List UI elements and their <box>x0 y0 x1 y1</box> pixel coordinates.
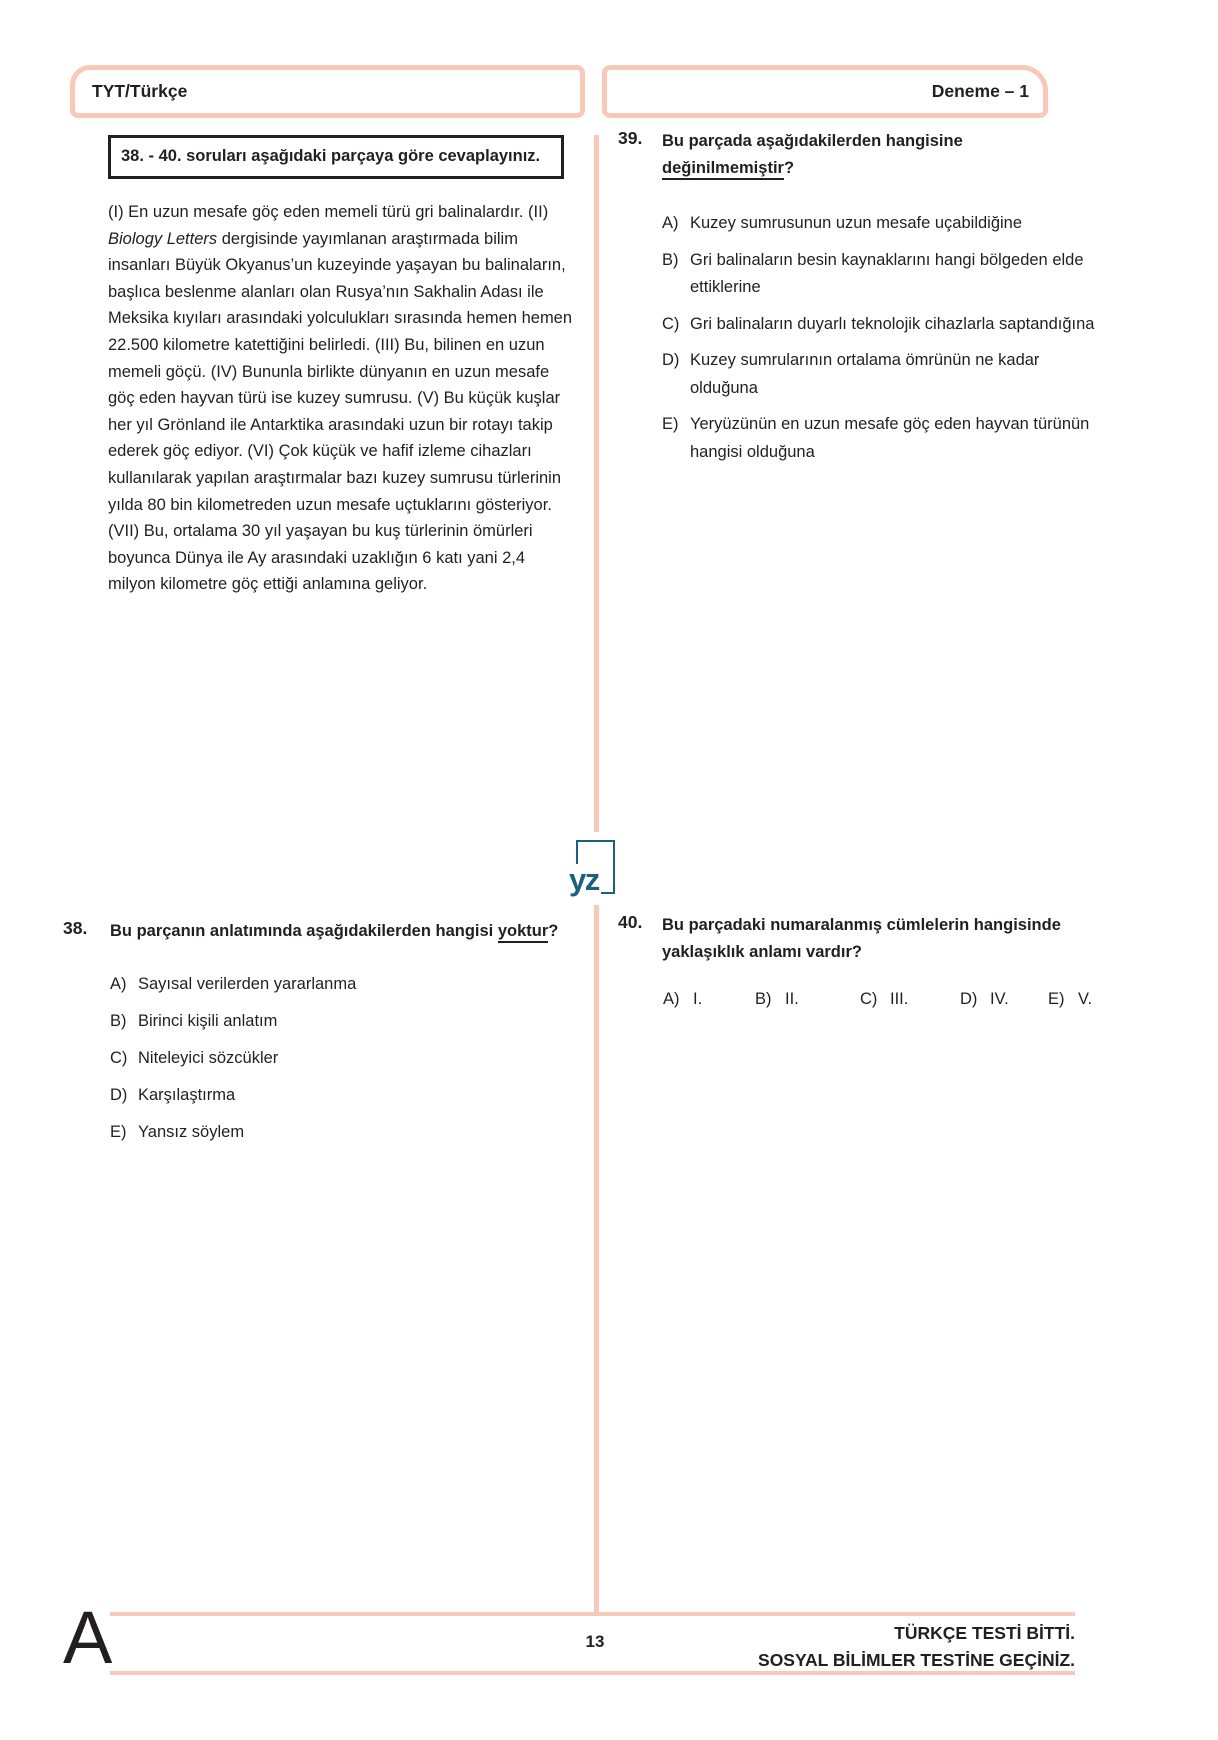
option-row <box>755 986 799 1012</box>
column-divider-bottom <box>594 905 599 1612</box>
header-left-box <box>70 65 585 118</box>
stem-underlined-word: değinilmemiştir <box>662 159 784 180</box>
question-40-stem: Bu parçadaki numaralanmış cümlelerin hangisinde yaklaşıklık anlamı vardır? <box>662 916 1061 961</box>
option-text: Birinci kişili anlatım <box>138 1012 278 1030</box>
option-text: II. <box>785 990 799 1008</box>
column-divider-top <box>594 135 599 832</box>
question-40 <box>618 912 1178 966</box>
option-letter: E) <box>1048 990 1065 1008</box>
question-39-body <box>662 128 1095 475</box>
passage-text-part1: (I) En uzun mesafe göç eden memeli türü gri balinalardır. (II) <box>108 203 549 221</box>
question-38-body <box>110 918 570 1156</box>
question-38-stem <box>110 918 570 945</box>
option-letter: B) <box>110 1012 127 1030</box>
question-40-body <box>662 912 1122 966</box>
end-of-test-note <box>600 1620 1075 1674</box>
question-39-stem <box>662 128 1082 182</box>
end-of-test-line1: TÜRKÇE TESTİ BİTTİ. <box>894 1623 1075 1643</box>
passage-italic-title: Biology Letters <box>108 229 218 248</box>
stem-question-mark: ? <box>783 159 795 177</box>
option-text: IV. <box>990 990 1009 1008</box>
stem-underlined-word: yoktur <box>498 922 548 943</box>
question-39-number: 39. <box>618 128 643 148</box>
option-letter: C) <box>662 314 680 333</box>
option-text: III. <box>890 990 909 1008</box>
option-text: Kuzey sumrularının ortalama ömrünün ne kadar olduğuna <box>690 351 1040 397</box>
booklet-letter: A <box>63 1596 113 1679</box>
option-row <box>662 347 1095 402</box>
instruction-box <box>108 135 564 179</box>
option-row <box>662 210 1095 238</box>
option-row <box>960 986 1009 1012</box>
question-40-options <box>618 986 1158 1008</box>
option-text: Yansız söylem <box>138 1123 245 1141</box>
option-text: I. <box>693 990 703 1008</box>
option-text: Yeryüzünün en uzun mesafe göç eden hayvan türünün hangisi olduğuna <box>690 415 1090 461</box>
instruction-text: 38. - 40. soruları aşağıdaki parçaya göre cevaplayınız. <box>121 147 541 165</box>
option-row <box>110 1119 570 1145</box>
footer-rule-top <box>110 1612 1075 1616</box>
option-row <box>1048 986 1092 1012</box>
option-row <box>110 971 570 997</box>
option-row <box>662 411 1095 466</box>
question-40-number: 40. <box>618 912 643 932</box>
option-letter: D) <box>960 990 978 1008</box>
option-letter: A) <box>110 975 127 993</box>
test-title: TYT/Türkçe <box>92 81 188 101</box>
option-row <box>110 1008 570 1034</box>
question-39-options <box>662 210 1095 466</box>
option-row <box>663 986 702 1012</box>
stem-question-mark: ? <box>548 922 559 940</box>
exam-name: Deneme – 1 <box>931 81 1029 101</box>
passage <box>108 199 574 598</box>
question-39 <box>618 128 1158 475</box>
option-text: Kuzey sumrusunun uzun mesafe uçabildiğine <box>690 214 1023 232</box>
question-38-number: 38. <box>63 918 88 938</box>
option-row <box>110 1045 570 1071</box>
option-letter: B) <box>755 990 772 1008</box>
option-text: Niteleyici sözcükler <box>138 1049 279 1067</box>
option-row <box>860 986 908 1012</box>
option-text: Karşılaştırma <box>138 1086 236 1104</box>
option-letter: A) <box>663 990 680 1008</box>
passage-text-part2: dergisinde yayımlanan araştırmada bilim insanları Büyük Okyanus’un kuzeyinde yaşayan bu balinaların, başlıca beslenme alanları olan Rusya’nın Sakhalin Adası ile Meksika kıyıları arasındaki yolculukları sırasında hemen hemen 22.500 kilometre katettiğini belirledi. (III) Bu, bilinen en uzun memeli göçü. (IV) Bununla birlikte dünyanın en uzun mesafe göç eden hayvan türü ise kuzey sumrusu. (V) Bu küçük kuşlar her yıl Grönland ile Antarktika arasındaki uzun bir rotayı takip ederek göç ediyor. (VI) Çok küçük ve hafif izleme cihazları kullanılarak yapılan araştırmalar bazı kuzey sumrusu türlerinin yılda 80 bin kilometreden uzun mesafe uçtuklarını gösteriyor. (VII) Bu, ortalama 30 yıl yaşayan bu kuş türlerinin ömürleri boyunca Dünya ile Ay arasındaki uzaklığın 6 katı yani 2,4 milyon kilometre göç ettiği anlamına geliyor. <box>108 229 573 594</box>
option-letter: A) <box>662 214 679 232</box>
option-letter: C) <box>110 1049 128 1067</box>
header-right-box <box>602 65 1048 118</box>
option-row <box>662 311 1095 339</box>
option-text: Sayısal verilerden yararlanma <box>138 975 357 993</box>
option-text: Gri balinaların duyarlı teknolojik cihazlarla saptandığına <box>690 314 1095 333</box>
yz-logo-text: yz <box>569 864 601 900</box>
option-letter: E) <box>110 1123 127 1141</box>
end-of-test-line2: SOSYAL BİLİMLER TESTİNE GEÇİNİZ. <box>758 1650 1075 1670</box>
option-letter: C) <box>860 990 878 1008</box>
question-38 <box>63 918 583 1156</box>
option-letter: D) <box>110 1086 128 1104</box>
stem-text: Bu parçada aşağıdakilerden hangisine <box>662 132 963 150</box>
option-letter: E) <box>662 415 679 433</box>
option-row <box>110 1082 570 1108</box>
option-text: V. <box>1078 990 1093 1008</box>
option-letter: B) <box>662 250 679 269</box>
option-letter: D) <box>662 351 680 369</box>
option-row <box>662 247 1095 302</box>
option-text: Gri balinaların besin kaynaklarını hangi bölgeden elde ettiklerine <box>690 250 1084 296</box>
page-number: 13 <box>585 1632 605 1651</box>
question-38-options <box>110 971 570 1145</box>
stem-text: Bu parçanın anlatımında aşağıdakilerden hangisi <box>110 922 498 940</box>
